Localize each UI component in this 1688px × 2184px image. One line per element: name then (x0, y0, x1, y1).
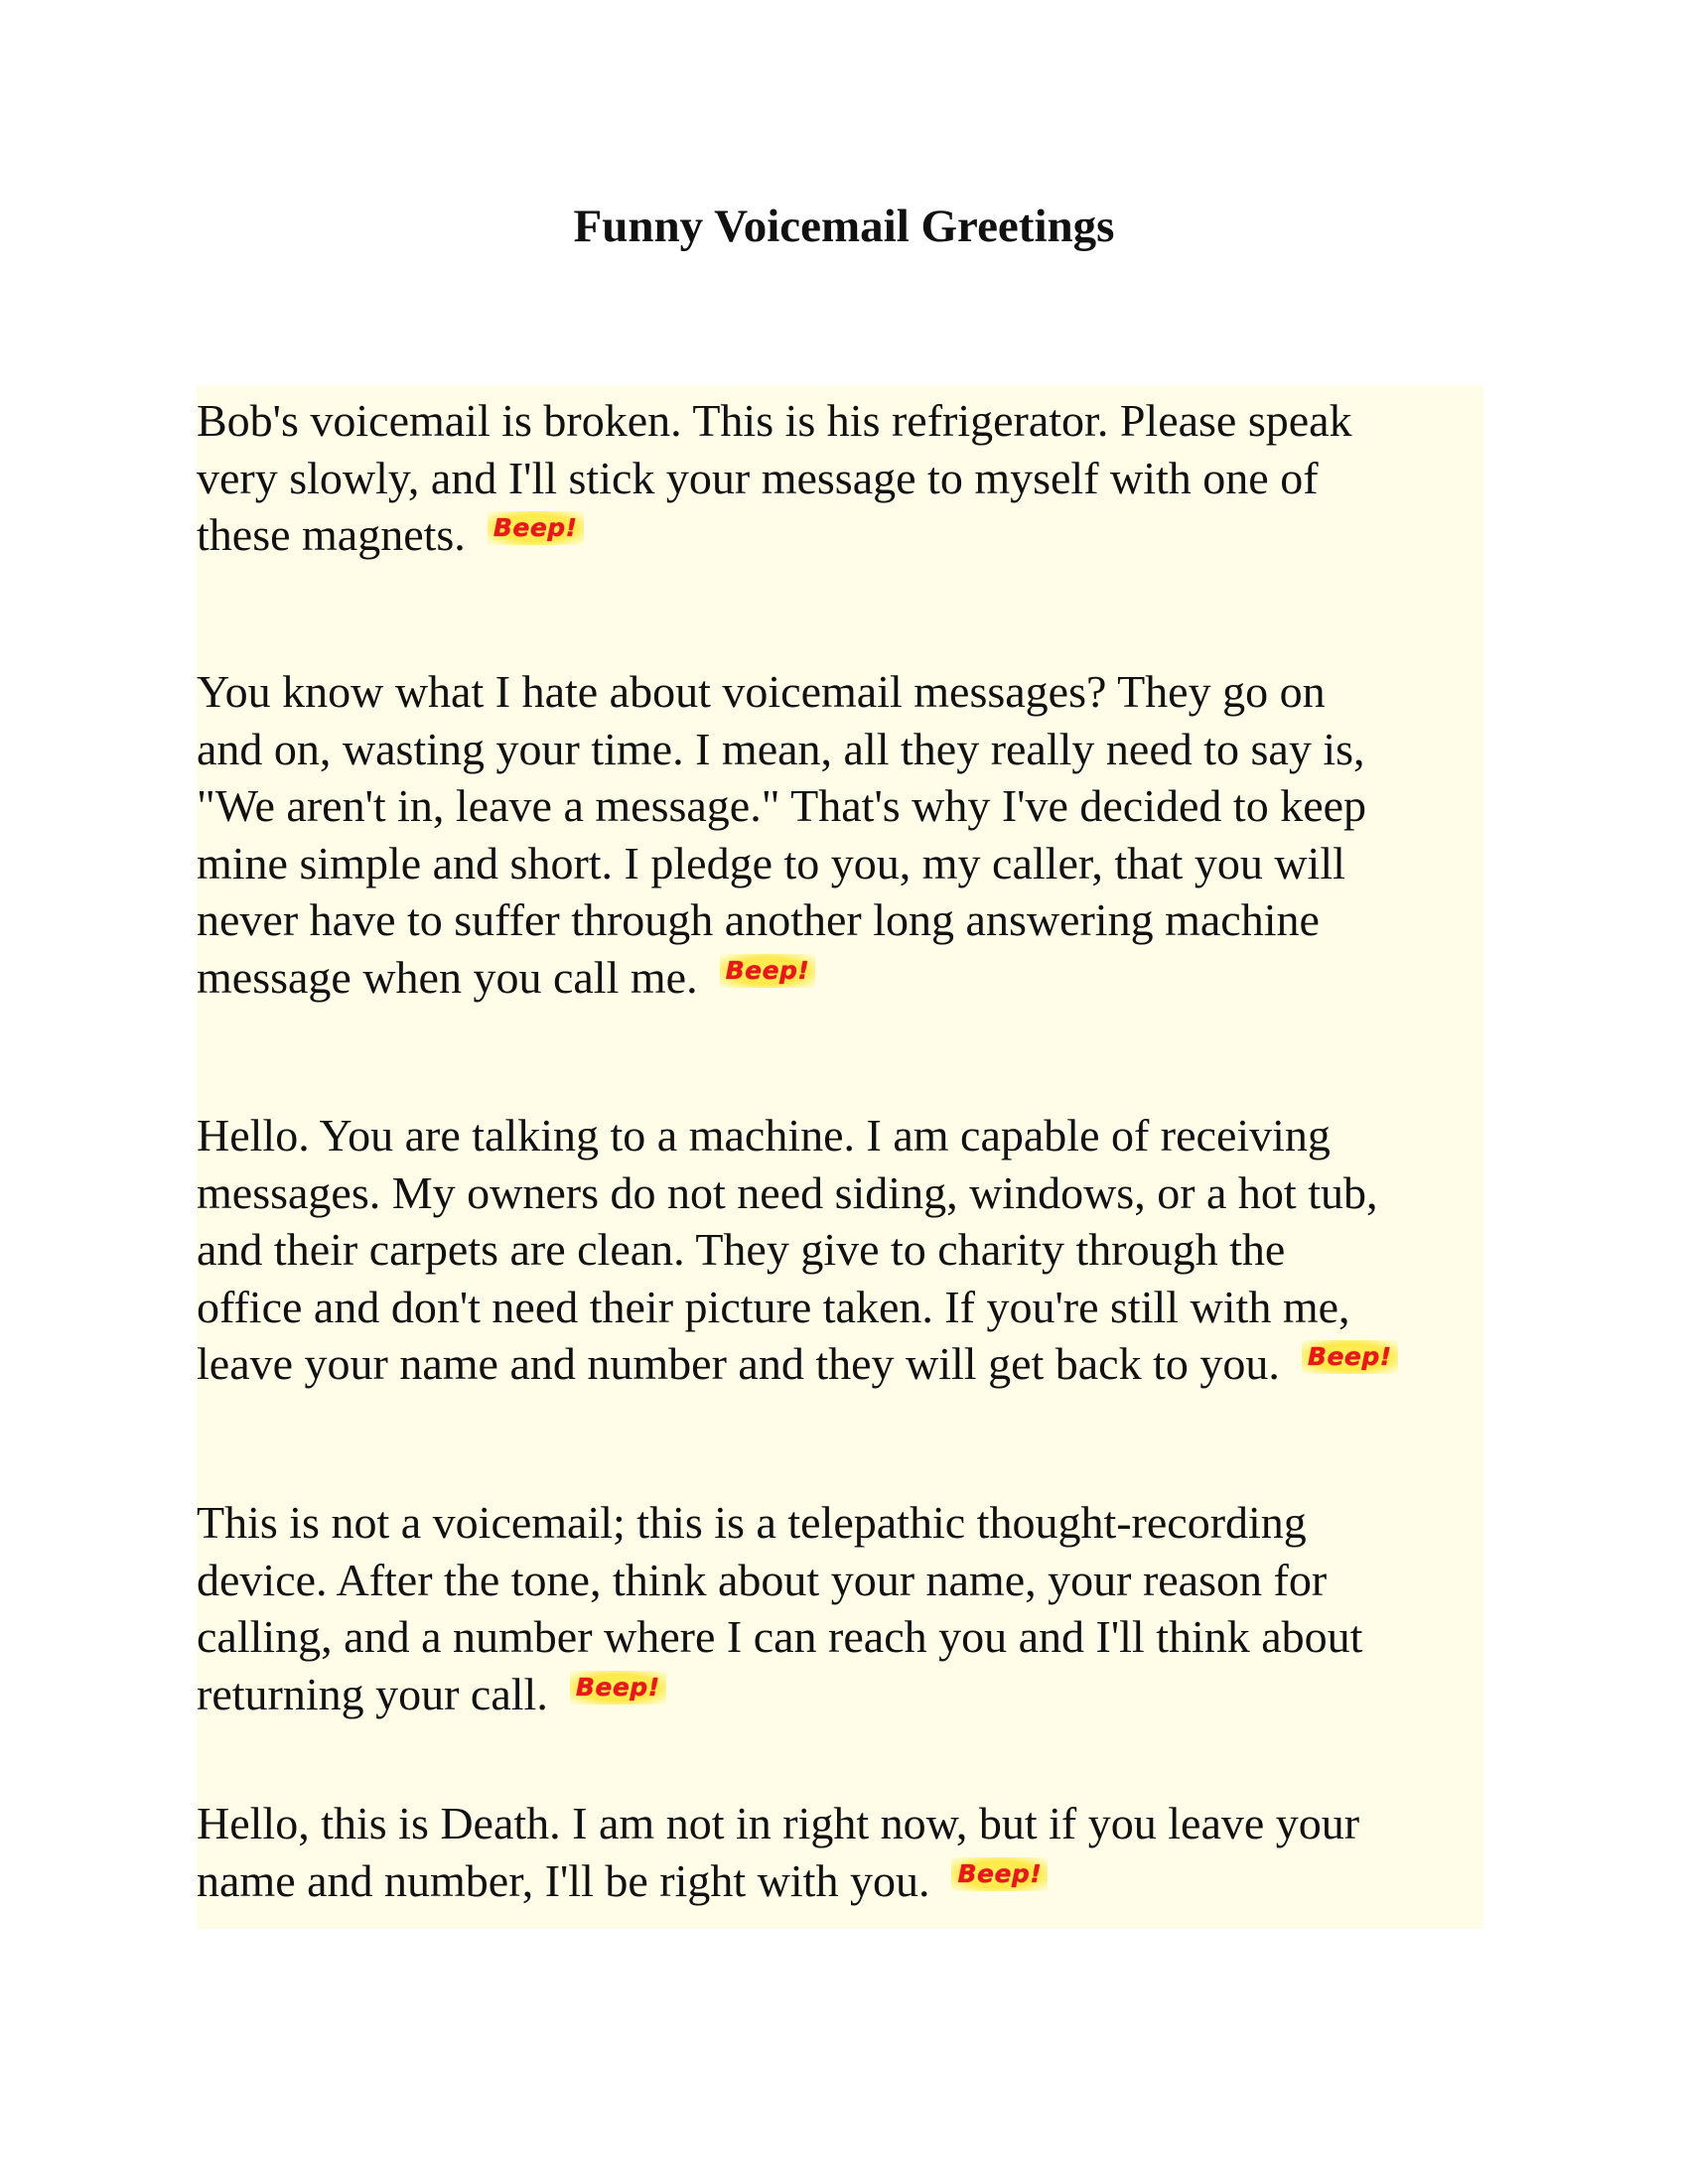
greeting-line: name and number, I'll be right with you. (197, 1854, 930, 1906)
beep-sticker: Beep! (951, 1857, 1048, 1891)
beep-sticker: Beep! (570, 1671, 666, 1705)
greeting-line: these magnets. (197, 509, 466, 560)
beep-sticker: Beep! (1302, 1340, 1398, 1374)
greeting-line: mine simple and short. I pledge to you, my caller, that you will (197, 837, 1345, 888)
greeting-line: You know what I hate about voicemail messages? They go on (197, 666, 1326, 717)
greeting-line: Hello, this is Death. I am not in right now, but if you leave your (197, 1798, 1360, 1848)
beep-sticker: Beep! (720, 954, 816, 988)
greeting-line: messages. My owners do not need siding, windows, or a hot tub, (197, 1166, 1378, 1218)
greeting-line: returning your call. (197, 1668, 548, 1719)
greeting-line: message when you call me. (197, 951, 698, 1003)
greeting-line: calling, and a number where I can reach you and I'll think about (197, 1611, 1363, 1662)
greeting-line: This is not a voicemail; this is a telepathic thought-recording (197, 1497, 1307, 1548)
greeting-line: and their carpets are clean. They give to charity through the (197, 1224, 1286, 1275)
greeting-line: leave your name and number and they will get back to you. (197, 1338, 1280, 1389)
beep-sticker: Beep! (488, 511, 584, 545)
greeting-line: office and don't need their picture taken. If you're still with me, (197, 1281, 1350, 1332)
greeting-2 (197, 663, 1483, 1006)
greeting-3 (197, 1107, 1483, 1393)
greeting-line: never have to suffer through another long answering machine (197, 894, 1320, 945)
greeting-line: Hello. You are talking to a machine. I am capable of receiving (197, 1110, 1331, 1160)
greeting-4 (197, 1494, 1483, 1722)
page-title: Funny Voicemail Greetings (573, 201, 1115, 252)
greeting-line: "We aren't in, leave a message." That's why I've decided to keep (197, 780, 1367, 831)
greeting-1 (197, 392, 1483, 564)
greetings-panel (197, 385, 1483, 1929)
greeting-line: and on, wasting your time. I mean, all they really need to say is, (197, 723, 1365, 774)
greeting-line: device. After the tone, think about your name, your reason for (197, 1554, 1328, 1605)
greeting-line: very slowly, and I'll stick your message to myself with one of (197, 452, 1319, 503)
greeting-line: Bob's voicemail is broken. This is his refrigerator. Please speak (197, 395, 1352, 446)
greeting-5 (197, 1795, 1483, 1909)
